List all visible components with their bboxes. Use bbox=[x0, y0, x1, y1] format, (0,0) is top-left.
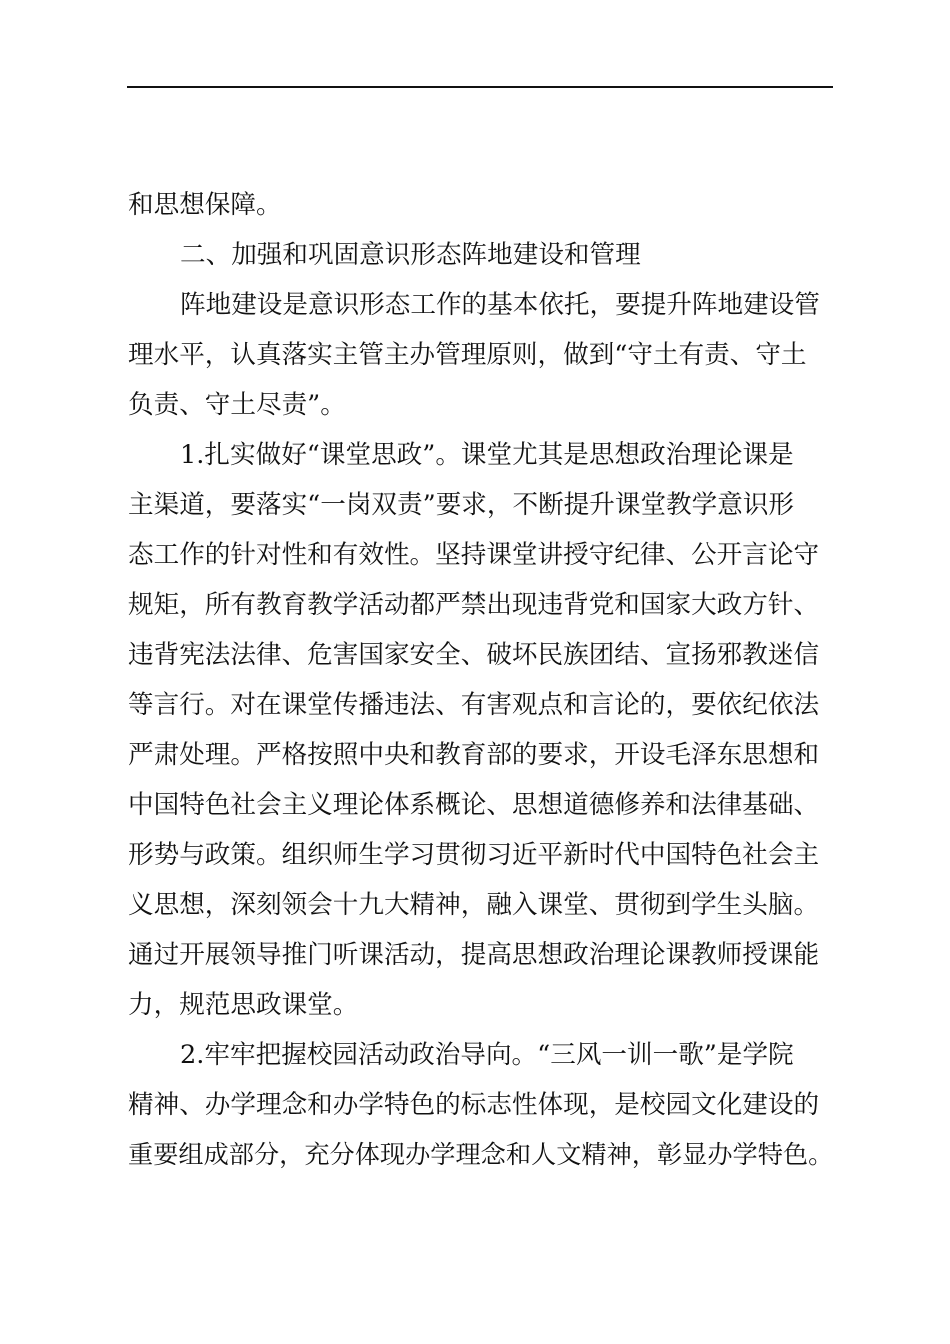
header-rule bbox=[127, 86, 833, 88]
text-line: 理水平，认真落实主管主办管理原则，做到“守土有责、守土 bbox=[128, 340, 807, 370]
document-body bbox=[128, 180, 835, 1180]
text-line: 通过开展领导推门听课活动，提高思想政治理论课教师授课能 bbox=[128, 940, 820, 970]
text-line: 主渠道，要落实“一岗双责”要求，不断提升课堂教学意识形 bbox=[128, 490, 795, 520]
text-line: 1.扎实做好“课堂思政”。课堂尤其是思想政治理论课是 bbox=[180, 440, 794, 470]
text-line: 重要组成部分，充分体现办学理念和人文精神，彰显办学特色。 bbox=[128, 1140, 834, 1169]
text-line: 二、加强和巩固意识形态阵地建设和管理 bbox=[180, 240, 641, 270]
text-line: 力，规范思政课堂。 bbox=[128, 990, 359, 1020]
text-line: 中国特色社会主义理论体系概论、思想道德修养和法律基础、 bbox=[128, 790, 820, 820]
text-line: 违背宪法法律、危害国家安全、破坏民族团结、宣扬邪教迷信 bbox=[128, 640, 820, 670]
text-line: 负责、守土尽责”。 bbox=[128, 390, 346, 420]
text-line: 严肃处理。严格按照中央和教育部的要求，开设毛泽东思想和 bbox=[128, 740, 820, 770]
text-line: 态工作的针对性和有效性。坚持课堂讲授守纪律、公开言论守 bbox=[128, 540, 820, 570]
text-line: 形势与政策。组织师生学习贯彻习近平新时代中国特色社会主 bbox=[128, 840, 820, 870]
text-line: 精神、办学理念和办学特色的标志性体现，是校园文化建设的 bbox=[128, 1090, 820, 1120]
text-line: 和思想保障。 bbox=[128, 190, 282, 220]
text-line: 义思想，深刻领会十九大精神，融入课堂、贯彻到学生头脑。 bbox=[128, 890, 820, 920]
text-line: 阵地建设是意识形态工作的基本依托，要提升阵地建设管 bbox=[180, 290, 820, 320]
text-line: 2.牢牢把握校园活动政治导向。“三风一训一歌”是学院 bbox=[180, 1040, 794, 1070]
text-line: 规矩，所有教育教学活动都严禁出现违背党和国家大政方针、 bbox=[128, 590, 820, 620]
text-line: 等言行。对在课堂传播违法、有害观点和言论的，要依纪依法 bbox=[128, 690, 820, 720]
